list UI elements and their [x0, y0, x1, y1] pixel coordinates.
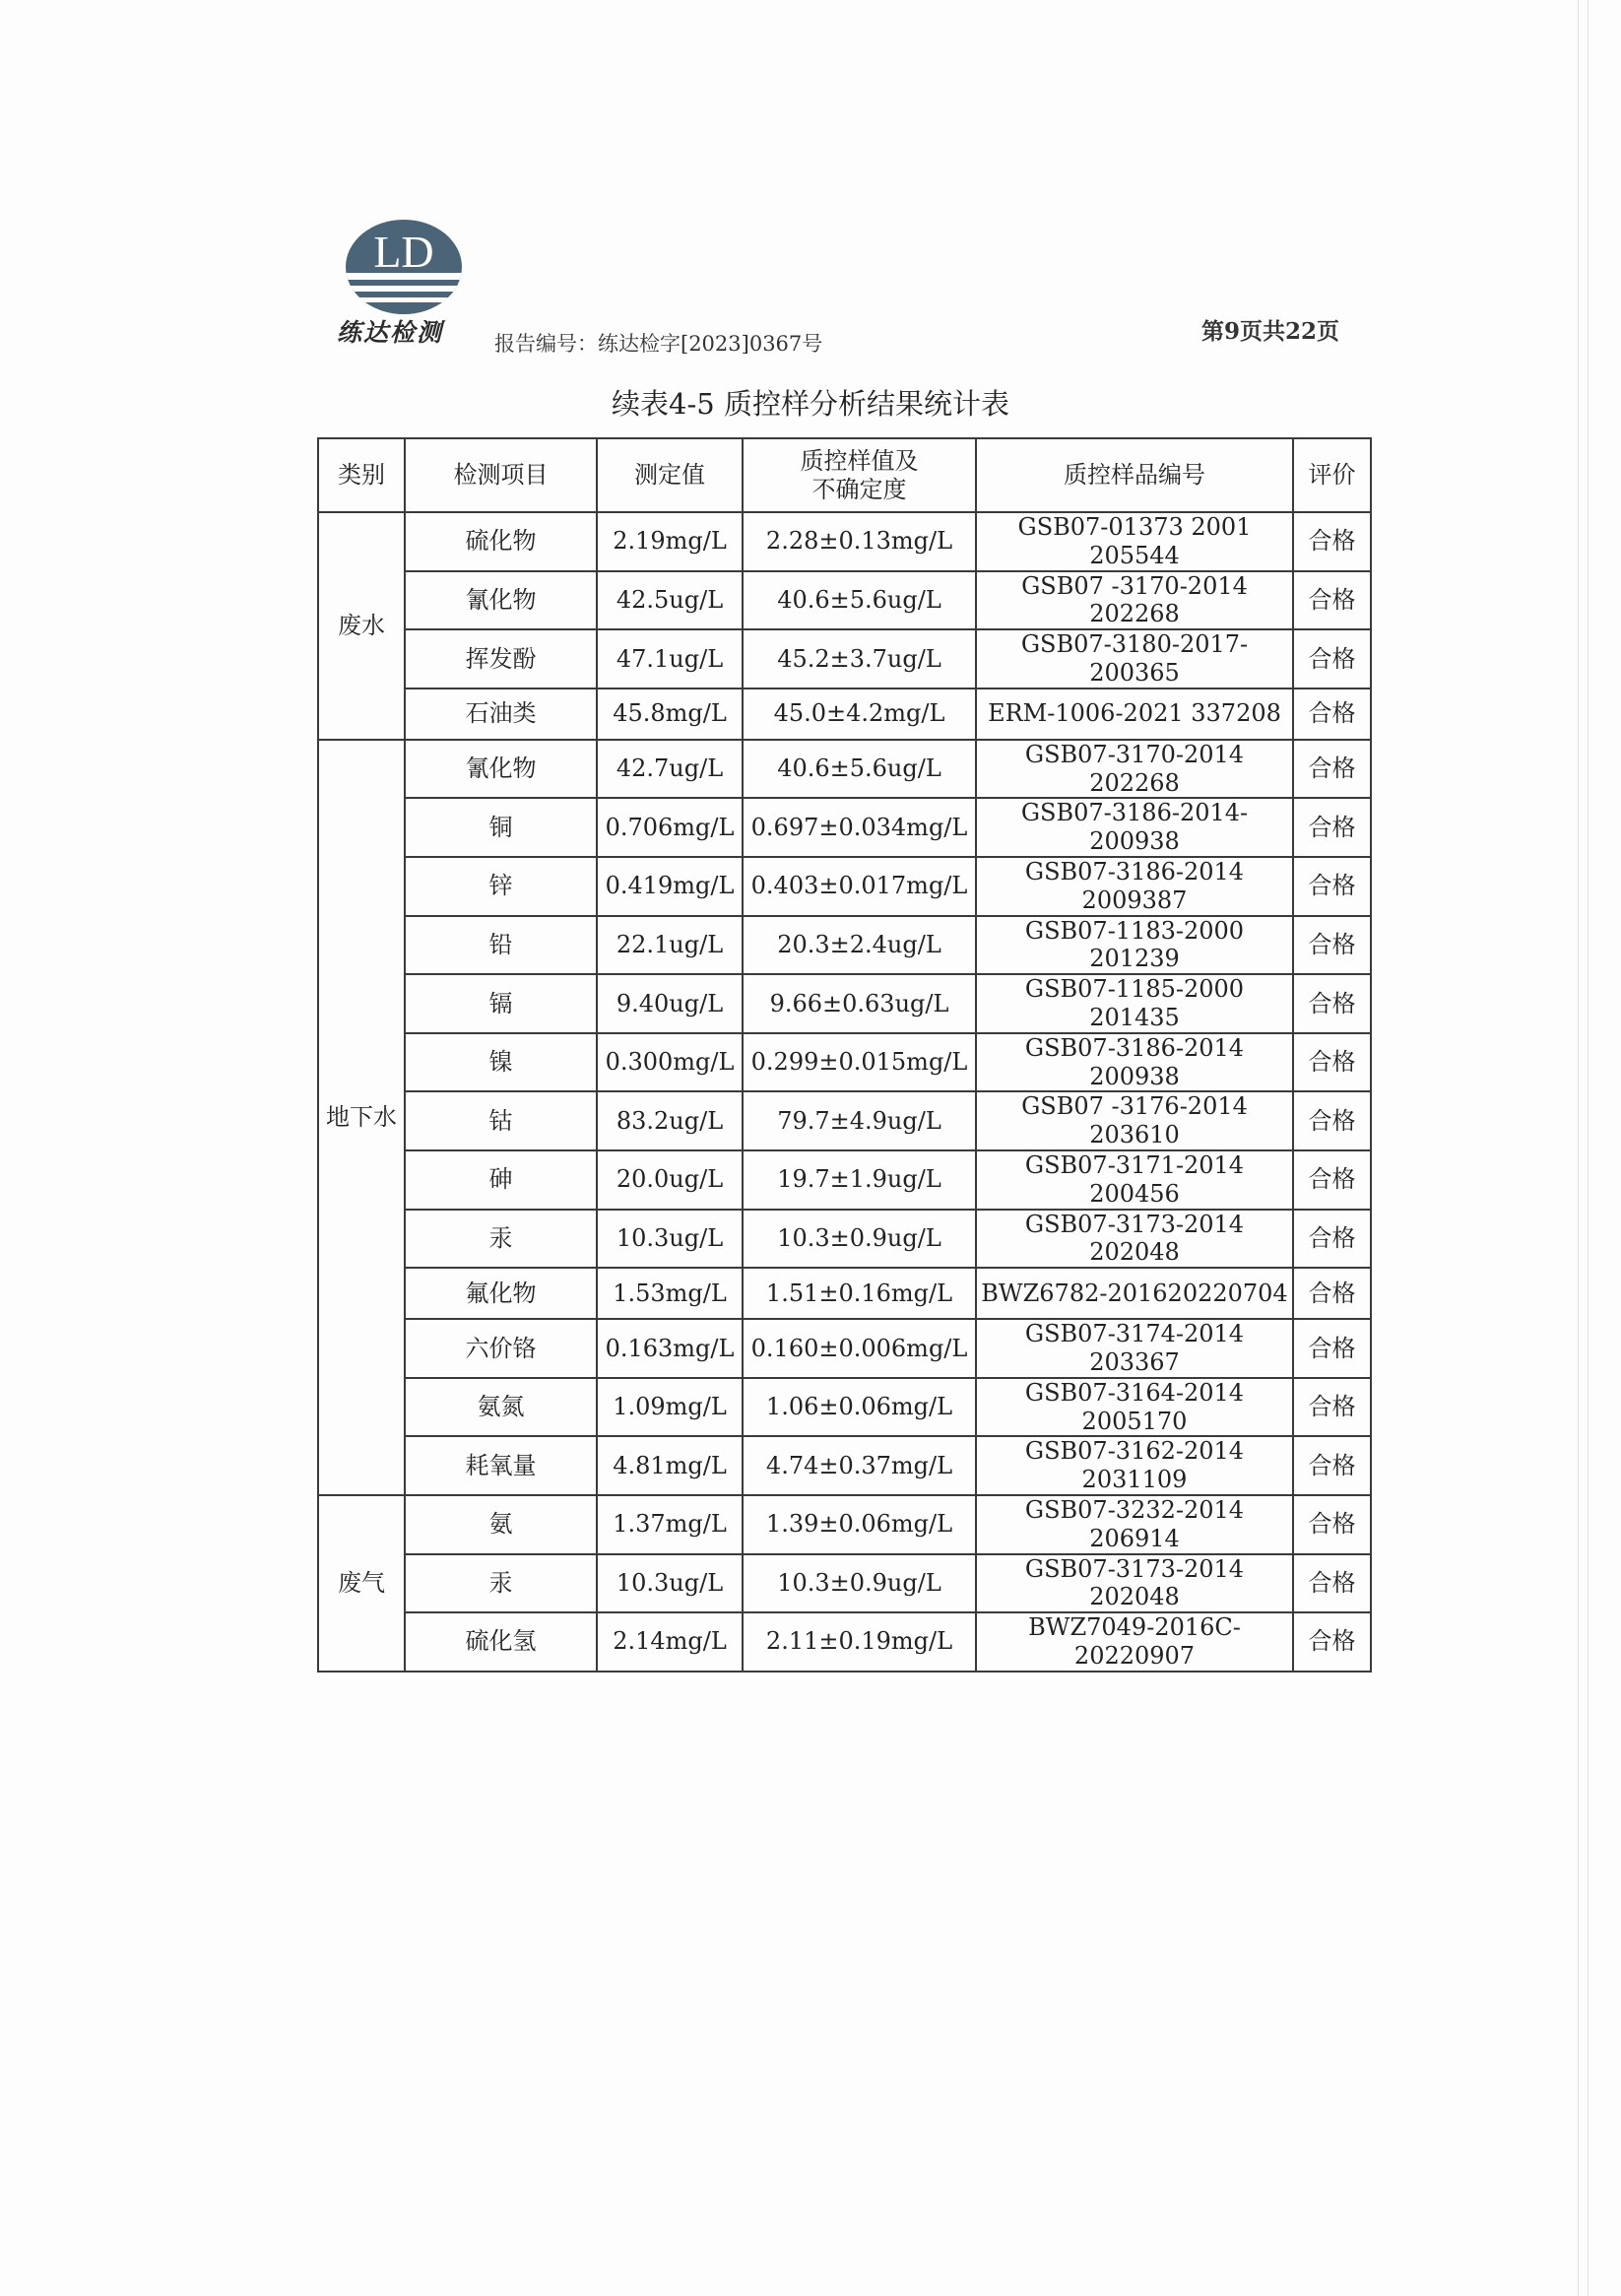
table-row	[318, 974, 1371, 1033]
table-row	[318, 1495, 1371, 1554]
qc-value-cell: 10.3±0.9ug/L	[743, 1210, 976, 1269]
sample-no-cell: GSB07 -3176-2014 203610	[976, 1091, 1293, 1150]
evaluation-cell: 合格	[1293, 1495, 1371, 1554]
qc-value-cell: 45.0±4.2mg/L	[743, 689, 976, 740]
header-measured: 测定值	[597, 438, 743, 512]
category-cell: 废气	[318, 1495, 405, 1672]
measured-cell: 1.37mg/L	[597, 1495, 743, 1554]
item-cell: 氰化物	[405, 740, 597, 799]
table-row	[318, 1436, 1371, 1495]
measured-cell: 10.3ug/L	[597, 1210, 743, 1269]
measured-cell: 2.19mg/L	[597, 512, 743, 571]
item-cell: 锌	[405, 857, 597, 916]
evaluation-cell: 合格	[1293, 1150, 1371, 1210]
evaluation-cell: 合格	[1293, 916, 1371, 975]
sample-no-cell: GSB07-3173-2014 202048	[976, 1210, 1293, 1269]
evaluation-cell: 合格	[1293, 629, 1371, 689]
measured-cell: 20.0ug/L	[597, 1150, 743, 1210]
item-cell: 镍	[405, 1033, 597, 1092]
table-row	[318, 1319, 1371, 1378]
evaluation-cell: 合格	[1293, 1612, 1371, 1672]
table-row	[318, 1150, 1371, 1210]
qc-value-cell: 45.2±3.7ug/L	[743, 629, 976, 689]
sample-no-cell: ERM-1006-2021 337208	[976, 689, 1293, 740]
table-header-row	[318, 438, 1371, 512]
qc-value-cell: 4.74±0.37mg/L	[743, 1436, 976, 1495]
page-number: 第9页共22页	[1201, 318, 1340, 345]
evaluation-cell: 合格	[1293, 1436, 1371, 1495]
sample-no-cell: GSB07-1185-2000 201435	[976, 974, 1293, 1033]
qc-value-cell: 19.7±1.9ug/L	[743, 1150, 976, 1210]
evaluation-cell: 合格	[1293, 1319, 1371, 1378]
qc-value-cell: 20.3±2.4ug/L	[743, 916, 976, 975]
company-logo	[343, 217, 466, 317]
sample-no-cell: GSB07-3186-2014 2009387	[976, 857, 1293, 916]
table-row	[318, 571, 1371, 630]
item-cell: 石油类	[405, 689, 597, 740]
qc-results-table	[317, 437, 1372, 1673]
item-cell: 汞	[405, 1554, 597, 1613]
item-cell: 汞	[405, 1210, 597, 1269]
table-body	[318, 512, 1371, 1672]
sample-no-cell: GSB07-3180-2017-200365	[976, 629, 1293, 689]
evaluation-cell: 合格	[1293, 974, 1371, 1033]
table-caption: 续表4-5 质控样分析结果统计表	[612, 387, 1009, 421]
sample-no-cell: GSB07-1183-2000 201239	[976, 916, 1293, 975]
item-cell: 铜	[405, 798, 597, 857]
evaluation-cell: 合格	[1293, 571, 1371, 630]
measured-cell: 2.14mg/L	[597, 1612, 743, 1672]
header-qc-value-line2: 不确定度	[811, 475, 907, 503]
qc-value-cell: 40.6±5.6ug/L	[743, 571, 976, 630]
qc-value-cell: 0.697±0.034mg/L	[743, 798, 976, 857]
table-row	[318, 1091, 1371, 1150]
sample-no-cell: GSB07 -3170-2014 202268	[976, 571, 1293, 630]
qc-value-cell: 0.160±0.006mg/L	[743, 1319, 976, 1378]
measured-cell: 0.706mg/L	[597, 798, 743, 857]
table-row	[318, 689, 1371, 740]
item-cell: 硫化物	[405, 512, 597, 571]
sample-no-cell: GSB07-3186-2014-200938	[976, 798, 1293, 857]
qc-value-cell: 79.7±4.9ug/L	[743, 1091, 976, 1150]
qc-value-cell: 1.51±0.16mg/L	[743, 1268, 976, 1319]
report-number: 报告编号：练达检字[2023]0367号	[494, 332, 823, 356]
scan-edge-line	[1588, 0, 1589, 2296]
measured-cell: 1.53mg/L	[597, 1268, 743, 1319]
item-cell: 钴	[405, 1091, 597, 1150]
table-row	[318, 512, 1371, 571]
measured-cell: 42.7ug/L	[597, 740, 743, 799]
sample-no-cell: GSB07-3170-2014 202268	[976, 740, 1293, 799]
measured-cell: 0.419mg/L	[597, 857, 743, 916]
item-cell: 氟化物	[405, 1268, 597, 1319]
table-row	[318, 857, 1371, 916]
item-cell: 六价铬	[405, 1319, 597, 1378]
logo-company-name: 练达检测	[337, 318, 444, 347]
evaluation-cell: 合格	[1293, 512, 1371, 571]
qc-value-cell: 40.6±5.6ug/L	[743, 740, 976, 799]
sample-no-cell: GSB07-3162-2014 2031109	[976, 1436, 1293, 1495]
qc-value-cell: 1.06±0.06mg/L	[743, 1378, 976, 1437]
qc-value-cell: 9.66±0.63ug/L	[743, 974, 976, 1033]
logo-letters: LD	[373, 227, 434, 277]
qc-value-cell: 10.3±0.9ug/L	[743, 1554, 976, 1613]
measured-cell: 9.40ug/L	[597, 974, 743, 1033]
scan-edge-line	[1578, 0, 1579, 2296]
item-cell: 氨氮	[405, 1378, 597, 1437]
item-cell: 氨	[405, 1495, 597, 1554]
sample-no-cell: GSB07-3232-2014 206914	[976, 1495, 1293, 1554]
table-row	[318, 1554, 1371, 1613]
sample-no-cell: GSB07-3171-2014 200456	[976, 1150, 1293, 1210]
header-qc-value-line1: 质控样值及	[800, 446, 919, 475]
category-cell: 废水	[318, 512, 405, 740]
measured-cell: 22.1ug/L	[597, 916, 743, 975]
qc-value-cell: 2.28±0.13mg/L	[743, 512, 976, 571]
sample-no-cell: GSB07-3173-2014 202048	[976, 1554, 1293, 1613]
item-cell: 挥发酚	[405, 629, 597, 689]
table-row	[318, 740, 1371, 799]
item-cell: 砷	[405, 1150, 597, 1210]
measured-cell: 0.300mg/L	[597, 1033, 743, 1092]
table-row	[318, 1378, 1371, 1437]
measured-cell: 10.3ug/L	[597, 1554, 743, 1613]
measured-cell: 47.1ug/L	[597, 629, 743, 689]
sample-no-cell: GSB07-01373 2001 205544	[976, 512, 1293, 571]
table-row	[318, 1268, 1371, 1319]
evaluation-cell: 合格	[1293, 1033, 1371, 1092]
header-evaluation: 评价	[1293, 438, 1371, 512]
evaluation-cell: 合格	[1293, 689, 1371, 740]
table-row	[318, 1210, 1371, 1269]
evaluation-cell: 合格	[1293, 1554, 1371, 1613]
table-row	[318, 1612, 1371, 1672]
table-row	[318, 916, 1371, 975]
sample-no-cell: BWZ7049-2016C-20220907	[976, 1612, 1293, 1672]
evaluation-cell: 合格	[1293, 1268, 1371, 1319]
header-sample-no: 质控样品编号	[976, 438, 1293, 512]
sample-no-cell: BWZ6782-201620220704	[976, 1268, 1293, 1319]
sample-no-cell: GSB07-3174-2014 203367	[976, 1319, 1293, 1378]
table-row	[318, 798, 1371, 857]
measured-cell: 1.09mg/L	[597, 1378, 743, 1437]
header-item: 检测项目	[405, 438, 597, 512]
item-cell: 铅	[405, 916, 597, 975]
item-cell: 镉	[405, 974, 597, 1033]
item-cell: 氰化物	[405, 571, 597, 630]
evaluation-cell: 合格	[1293, 740, 1371, 799]
measured-cell: 45.8mg/L	[597, 689, 743, 740]
measured-cell: 0.163mg/L	[597, 1319, 743, 1378]
logo-emblem	[343, 217, 466, 317]
qc-value-cell: 0.299±0.015mg/L	[743, 1033, 976, 1092]
sample-no-cell: GSB07-3186-2014 200938	[976, 1033, 1293, 1092]
qc-value-cell: 2.11±0.19mg/L	[743, 1612, 976, 1672]
category-cell: 地下水	[318, 740, 405, 1495]
evaluation-cell: 合格	[1293, 1378, 1371, 1437]
evaluation-cell: 合格	[1293, 1210, 1371, 1269]
table-row	[318, 629, 1371, 689]
header-category: 类别	[318, 438, 405, 512]
table-row	[318, 1033, 1371, 1092]
header-qc-value	[743, 438, 976, 512]
item-cell: 耗氧量	[405, 1436, 597, 1495]
evaluation-cell: 合格	[1293, 1091, 1371, 1150]
item-cell: 硫化氢	[405, 1612, 597, 1672]
qc-value-cell: 0.403±0.017mg/L	[743, 857, 976, 916]
measured-cell: 42.5ug/L	[597, 571, 743, 630]
measured-cell: 83.2ug/L	[597, 1091, 743, 1150]
measured-cell: 4.81mg/L	[597, 1436, 743, 1495]
sample-no-cell: GSB07-3164-2014 2005170	[976, 1378, 1293, 1437]
evaluation-cell: 合格	[1293, 798, 1371, 857]
evaluation-cell: 合格	[1293, 857, 1371, 916]
qc-value-cell: 1.39±0.06mg/L	[743, 1495, 976, 1554]
